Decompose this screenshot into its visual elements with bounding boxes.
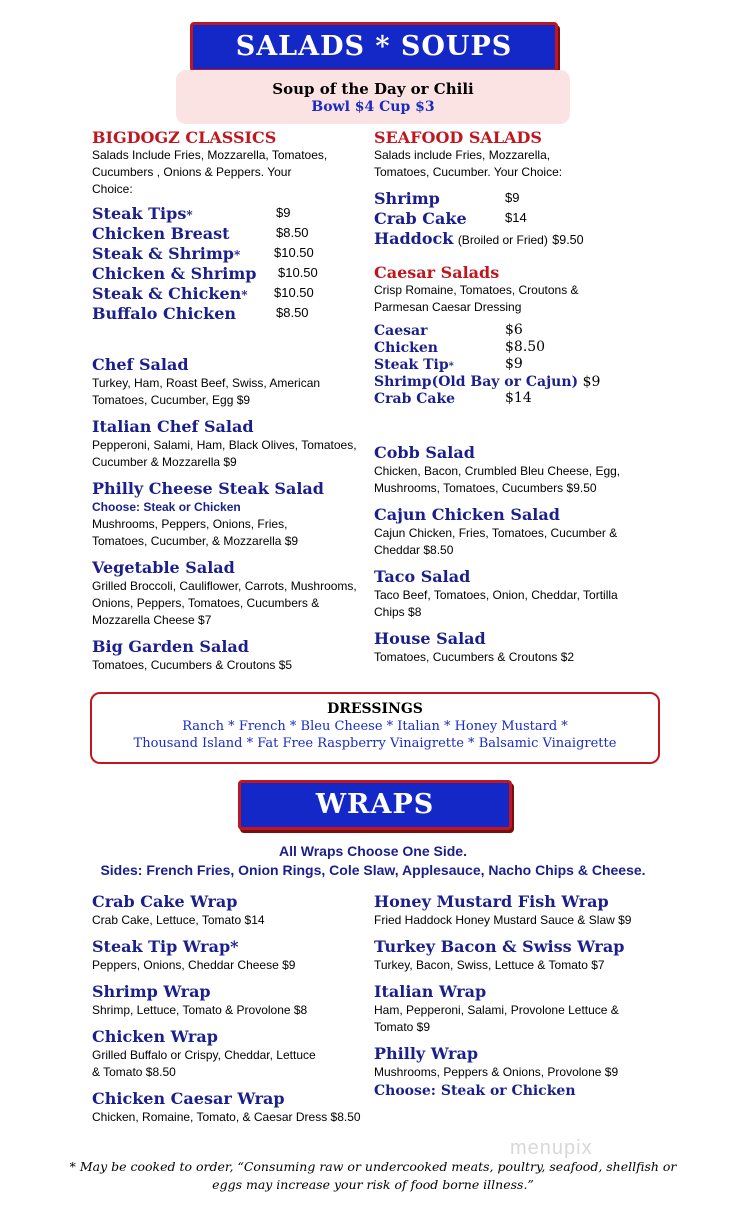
salads-soups-banner: SALADS * SOUPS	[190, 22, 558, 72]
seafood-section	[374, 128, 664, 407]
item-name: Buffalo Chicken	[92, 304, 237, 323]
salad-item	[92, 558, 362, 629]
wrap-item	[374, 982, 664, 1036]
salad-item	[374, 505, 654, 559]
item-price: $14	[505, 390, 532, 406]
item-name: Caesar	[374, 323, 428, 339]
menupix-watermark: menupix	[510, 1137, 593, 1159]
item-price: $9	[582, 374, 601, 390]
wrap-desc: Crab Cake, Lettuce, Tomato $14	[92, 913, 265, 927]
item-mark: *	[186, 208, 193, 222]
salad-name: Taco Salad	[374, 567, 471, 586]
salad-item	[374, 567, 654, 621]
wrap-desc: Ham, Pepperoni, Salami, Provolone Lettuce & Tomato $9	[374, 1003, 619, 1034]
salad-desc: Tomatoes, Cucumbers & Croutons $2	[374, 650, 575, 664]
item-price: $9.50	[552, 233, 584, 247]
salad-item	[92, 355, 362, 409]
wrap-name: Turkey Bacon & Swiss Wrap	[374, 937, 625, 956]
item-name: Crab Cake	[374, 391, 456, 407]
salad-sub: Choose: Steak or Chicken	[92, 500, 241, 514]
wraps-sides-line: Sides: French Fries, Onion Rings, Cole Slaw, Applesauce, Nacho Chips & Cheese.	[100, 862, 646, 878]
salad-desc: Mushrooms, Peppers, Onions, Fries, Tomatoes, Cucumber, & Mozzarella $9	[92, 517, 299, 548]
salad-name: Big Garden Salad	[92, 637, 249, 656]
item-price: $9	[505, 190, 520, 205]
wrap-name: Shrimp Wrap	[92, 982, 211, 1001]
caesar-item	[374, 356, 664, 373]
item-price: $8.50	[276, 225, 309, 240]
wrap-name: Italian Wrap	[374, 982, 487, 1001]
salad-name: Vegetable Salad	[92, 558, 235, 577]
salad-desc: Grilled Broccoli, Cauliflower, Carrots, Mushrooms, Onions, Peppers, Tomatoes, Cucumbers & Mozzarella Cheese $7	[92, 579, 357, 627]
dressings-line: Ranch * French * Bleu Cheese * Italian * Honey Mustard *	[182, 719, 568, 734]
wrap-name: Honey Mustard Fish Wrap	[374, 892, 609, 911]
right-salads	[374, 443, 654, 674]
seafood-item	[374, 209, 664, 229]
wrap-item	[92, 1027, 372, 1081]
wrap-item	[92, 1089, 372, 1126]
salad-desc: Tomatoes, Cucumbers & Croutons $5	[92, 658, 293, 672]
right-wraps	[374, 892, 664, 1109]
wrap-name: Philly Wrap	[374, 1044, 478, 1063]
bigdogz-item	[92, 224, 352, 244]
wrap-name: Crab Cake Wrap	[92, 892, 238, 911]
wrap-desc: Shrimp, Lettuce, Tomato & Provolone $8	[92, 1003, 308, 1017]
salad-name: House Salad	[374, 629, 486, 648]
bigdogz-item	[92, 264, 352, 284]
footer-line: eggs may increase your risk of food borne illness.”	[212, 1177, 534, 1192]
wrap-name: Chicken Wrap	[92, 1027, 218, 1046]
wrap-item	[374, 1044, 664, 1101]
item-name: Shrimp(Old Bay or Cajun)	[374, 374, 579, 390]
dressings-line: Thousand Island * Fat Free Raspberry Vinaigrette * Balsamic Vinaigrette	[133, 736, 617, 751]
item-name: Chicken	[374, 340, 438, 356]
salad-desc: Chicken, Bacon, Crumbled Bleu Cheese, Egg, Mushrooms, Tomatoes, Cucumbers $9.50	[374, 464, 621, 495]
salad-desc: Cajun Chicken, Fries, Tomatoes, Cucumber & Cheddar $8.50	[374, 526, 618, 557]
wrap-desc: Peppers, Onions, Cheddar Cheese $9	[92, 958, 296, 972]
wraps-intro	[0, 842, 746, 880]
wrap-desc: Chicken, Romaine, Tomato, & Caesar Dress $8.50	[92, 1110, 361, 1124]
item-price: $10.50	[274, 245, 314, 260]
left-wraps	[92, 892, 372, 1134]
wrap-name: Chicken Caesar Wrap	[92, 1089, 285, 1108]
caesar-item	[374, 373, 664, 390]
item-name: Haddock	[374, 229, 454, 248]
item-price: $8.50	[276, 305, 309, 320]
item-name: Steak Tips	[92, 204, 187, 223]
salad-desc: Turkey, Ham, Roast Beef, Swiss, American Tomatoes, Cucumber, Egg $9	[92, 376, 321, 407]
wrap-desc: Fried Haddock Honey Mustard Sauce & Slaw $9	[374, 913, 632, 927]
item-mark: *	[448, 361, 454, 372]
item-name: Crab Cake	[374, 209, 467, 228]
bigdogz-desc: Salads Include Fries, Mozzarella, Tomatoes, Cucumbers , Onions & Peppers. Your Choice:	[92, 148, 328, 196]
dressings-title: DRESSINGS	[327, 701, 423, 717]
caesar-item	[374, 322, 664, 339]
caesar-item	[374, 339, 664, 356]
item-price: $14	[505, 210, 527, 225]
bigdogz-section	[92, 128, 352, 324]
wrap-item	[92, 982, 372, 1019]
item-price: $8.50	[505, 339, 546, 355]
salad-item	[374, 443, 654, 497]
salad-item	[92, 417, 362, 471]
bigdogz-list	[92, 204, 352, 324]
soup-box	[176, 70, 570, 124]
bigdogz-item	[92, 204, 352, 224]
item-price: $9	[276, 205, 291, 220]
seafood-desc: Salads include Fries, Mozzarella, Tomatoes, Cucumber. Your Choice:	[374, 148, 563, 179]
item-mark: *	[241, 288, 248, 302]
left-salads	[92, 355, 362, 682]
bigdogz-item	[92, 284, 352, 304]
salad-name: Cajun Chicken Salad	[374, 505, 560, 524]
wrap-item	[374, 937, 664, 974]
seafood-item	[374, 189, 664, 209]
bigdogz-item	[92, 304, 352, 324]
wrap-desc: Grilled Buffalo or Crispy, Cheddar, Lettuce & Tomato $8.50	[92, 1048, 316, 1079]
item-name: Steak & Shrimp	[92, 244, 234, 263]
wraps-banner: WRAPS	[238, 780, 512, 830]
bigdogz-heading: BIGDOGZ CLASSICS	[92, 128, 277, 147]
seafood-list	[374, 189, 664, 249]
item-name: Shrimp	[374, 189, 440, 208]
item-price: $10.50	[274, 285, 314, 300]
salad-name: Chef Salad	[92, 355, 189, 374]
item-mark: *	[233, 248, 241, 262]
bigdogz-item	[92, 244, 352, 264]
item-name: Chicken & Shrimp	[92, 264, 257, 283]
item-name: Chicken Breast	[92, 224, 230, 243]
salad-name: Philly Cheese Steak Salad	[92, 479, 324, 498]
salad-desc: Pepperoni, Salami, Ham, Black Olives, Tomatoes, Cucumber & Mozzarella $9	[92, 438, 357, 469]
caesar-heading: Caesar Salads	[374, 263, 500, 282]
caesar-list	[374, 322, 664, 407]
salad-item	[92, 637, 362, 674]
item-note: (Broiled or Fried)	[457, 233, 548, 247]
item-price: $6	[505, 322, 523, 338]
salad-name: Italian Chef Salad	[92, 417, 254, 436]
salad-name: Cobb Salad	[374, 443, 475, 462]
item-price: $10.50	[278, 265, 318, 280]
item-name: Steak & Chicken	[92, 284, 242, 303]
wrap-item	[92, 937, 372, 974]
soup-prices: Bowl $4 Cup $3	[311, 99, 435, 115]
caesar-desc: Crisp Romaine, Tomatoes, Croutons & Parmesan Caesar Dressing	[374, 283, 579, 314]
item-name: Steak Tip	[374, 357, 449, 373]
wrap-item	[374, 892, 664, 929]
soup-title: Soup of the Day or Chili	[272, 80, 474, 98]
footer-disclaimer	[40, 1158, 706, 1194]
caesar-item	[374, 390, 664, 407]
dressings-box	[90, 692, 660, 764]
salad-item	[92, 479, 362, 550]
salad-desc: Taco Beef, Tomatoes, Onion, Cheddar, Tortilla Chips $8	[374, 588, 618, 619]
wraps-intro-line: All Wraps Choose One Side.	[278, 843, 467, 859]
wrap-desc: Turkey, Bacon, Swiss, Lettuce & Tomato $7	[374, 958, 605, 972]
salad-item	[374, 629, 654, 666]
seafood-heading: SEAFOOD SALADS	[374, 128, 542, 147]
wrap-name: Steak Tip Wrap*	[92, 937, 239, 956]
seafood-item	[374, 229, 664, 249]
footer-line: * May be cooked to order, “Consuming raw or undercooked meats, poultry, seafood, shellfish or	[69, 1159, 677, 1174]
wrap-sub: Choose: Steak or Chicken	[374, 1083, 576, 1099]
wrap-item	[92, 892, 372, 929]
wrap-desc: Mushrooms, Peppers & Onions, Provolone $9	[374, 1065, 619, 1079]
item-price: $9	[505, 356, 523, 372]
